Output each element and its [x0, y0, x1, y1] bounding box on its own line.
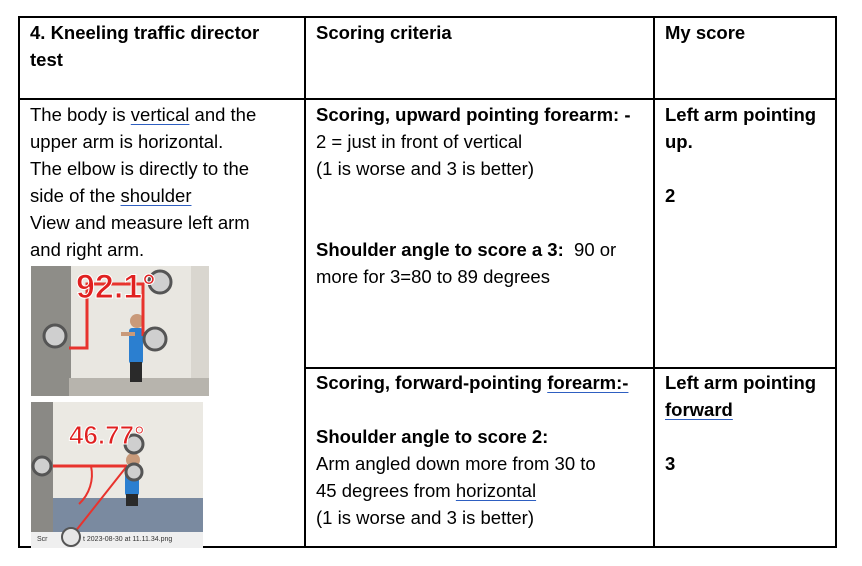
upward-line-3: more for 3=80 to 89 degrees: [316, 266, 550, 287]
forward-line-3: (1 is worse and 3 is better): [316, 507, 534, 528]
forward-score-value: 3: [665, 453, 676, 474]
measurement-photo-top: [31, 266, 209, 396]
screenshot-caption-b: t 2023-08-30 at 11.11.34.png: [83, 536, 173, 543]
forward-heading: Scoring, forward-pointing forearm:-: [316, 372, 629, 393]
header-row-divider: [18, 98, 837, 100]
forward-score-label-2: [665, 396, 816, 423]
forward-angle-heading: Shoulder angle to score 2:: [316, 426, 549, 447]
forward-line-2: 45 degrees from horizontal: [316, 480, 537, 501]
upward-criteria-cell: [316, 101, 631, 290]
upward-score-label-2: up.: [665, 131, 693, 152]
spellcheck-word: horizontal: [455, 480, 537, 501]
desc-line-2: upper arm is horizontal.: [30, 131, 224, 152]
upward-angle-line: [316, 236, 631, 263]
scoring-table: [18, 16, 837, 548]
table-divider-1: [304, 16, 306, 548]
angle-readout-top: 92.1°: [76, 268, 156, 306]
upward-angle-rest: 90 or: [563, 239, 617, 260]
header-score: [665, 19, 745, 46]
header-criteria: [316, 19, 452, 46]
forward-criteria-cell: [316, 369, 628, 531]
forward-score-spacer: [665, 423, 816, 450]
upward-score-spacer: [665, 155, 816, 182]
score-title-text: My score: [665, 22, 746, 43]
spellcheck-word: shoulder: [120, 185, 192, 206]
desc-line-5: View and measure left arm: [30, 212, 250, 233]
upward-angle-heading: Shoulder angle to score a 3:: [316, 239, 564, 260]
criteria-title-text: Scoring criteria: [316, 22, 452, 43]
spellcheck-word: vertical: [130, 104, 190, 125]
upward-score-cell: [665, 101, 816, 209]
angle-readout-bottom: 46.77°: [69, 420, 145, 450]
forward-line-1: Arm angled down more from 30 to: [316, 453, 596, 474]
table-border-top: [18, 16, 837, 18]
upward-line-2: (1 is worse and 3 is better): [316, 158, 534, 179]
upward-heading: Scoring, upward pointing forearm: -: [316, 104, 631, 125]
upward-score-value: 2: [665, 185, 676, 206]
measurement-photo-bottom: [31, 402, 203, 548]
test-title-text: 4. Kneeling traffic director test: [30, 22, 260, 70]
table-border-left: [18, 16, 20, 548]
forward-spacer: [316, 396, 628, 423]
spellcheck-word: forward: [665, 399, 733, 420]
desc-line-3: The elbow is directly to the: [30, 158, 250, 179]
forward-score-cell: [665, 369, 816, 477]
desc-line-6: and right arm.: [30, 239, 145, 260]
table-divider-2: [653, 16, 655, 548]
upward-line-1: 2 = just in front of vertical: [316, 131, 523, 152]
desc-line-4: side of the shoulder: [30, 185, 192, 206]
spellcheck-word: forearm:-: [547, 372, 629, 393]
description-cell: [30, 101, 256, 263]
upward-spacer-2: [316, 209, 631, 236]
desc-line-1: The body is vertical and the: [30, 104, 257, 125]
forward-score-label-1: Left arm pointing: [665, 372, 817, 393]
table-border-right: [835, 16, 837, 548]
upward-score-label-1: Left arm pointing: [665, 104, 817, 125]
screenshot-caption-a: Scr: [37, 536, 48, 543]
header-test-title: [30, 19, 295, 73]
upward-spacer: [316, 182, 631, 209]
